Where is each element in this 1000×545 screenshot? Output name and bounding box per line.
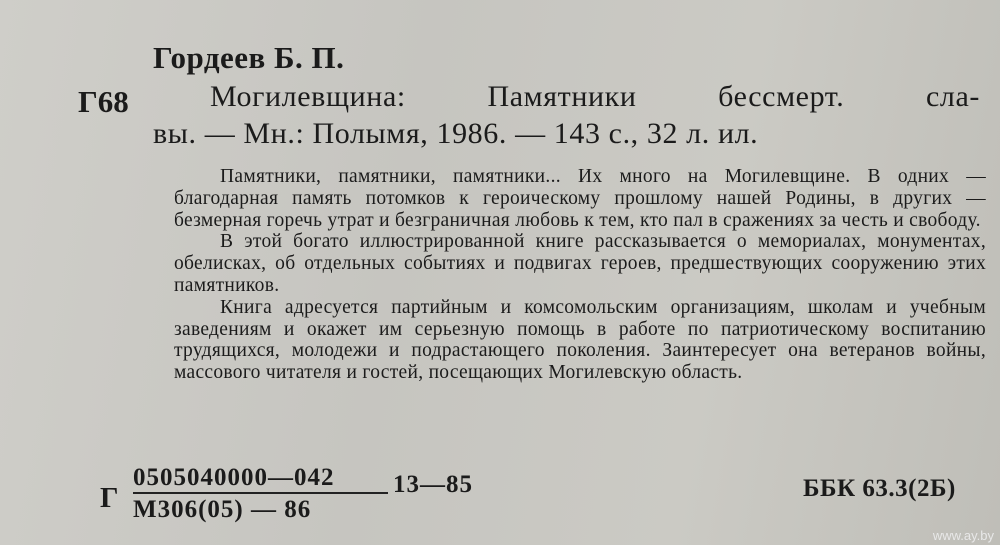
annotation xyxy=(174,166,986,384)
watermark: www.ay.by xyxy=(932,528,994,543)
annotation-paragraph-2: В этой богато иллюстрированной книге рассказывается о мемориалах, монументах, обелисках, об отдельных событиях и подвигах героев, предшествующих сооружению этих памятников. xyxy=(174,231,986,296)
index-letter: Г xyxy=(100,482,119,514)
annotation-paragraph-3: Книга адресуется партийным и комсомольским организациям, школам и учебным заведениям и окажет им серьезную помощь в работе по патриотическому воспитанию трудящихся, молодежи и подрастающего поколения. Заинтересует она ветеранов войны, массового читателя и гостей, посещающих Могилевскую область. xyxy=(174,296,986,384)
annotation-paragraph-1: Памятники, памятники, памятники... Их много на Могилевщине. В одних — благодарная память потомков к героическому прошлому нашей Родины, в других — безмерная горечь утрат и безграничная любовь к тем, кто пал в сражениях за честь и свободу. xyxy=(174,166,986,231)
index-numerator: 0505040000—042 xyxy=(133,464,335,491)
fraction-line xyxy=(133,492,388,494)
title-line-1: Могилевщина: Памятники бессмерт. сла- xyxy=(210,80,980,113)
author-name: Гордеев Б. П. xyxy=(153,40,345,75)
index-denominator: М306(05) — 86 xyxy=(133,496,312,523)
index-suffix: 13—85 xyxy=(393,471,473,498)
title-line-2: вы. — Мн.: Полымя, 1986. — 143 с., 32 л. ил. xyxy=(153,117,759,150)
bbk-code: ББК 63.3(2Б) xyxy=(803,475,956,502)
classification-code: Г68 xyxy=(78,84,129,119)
